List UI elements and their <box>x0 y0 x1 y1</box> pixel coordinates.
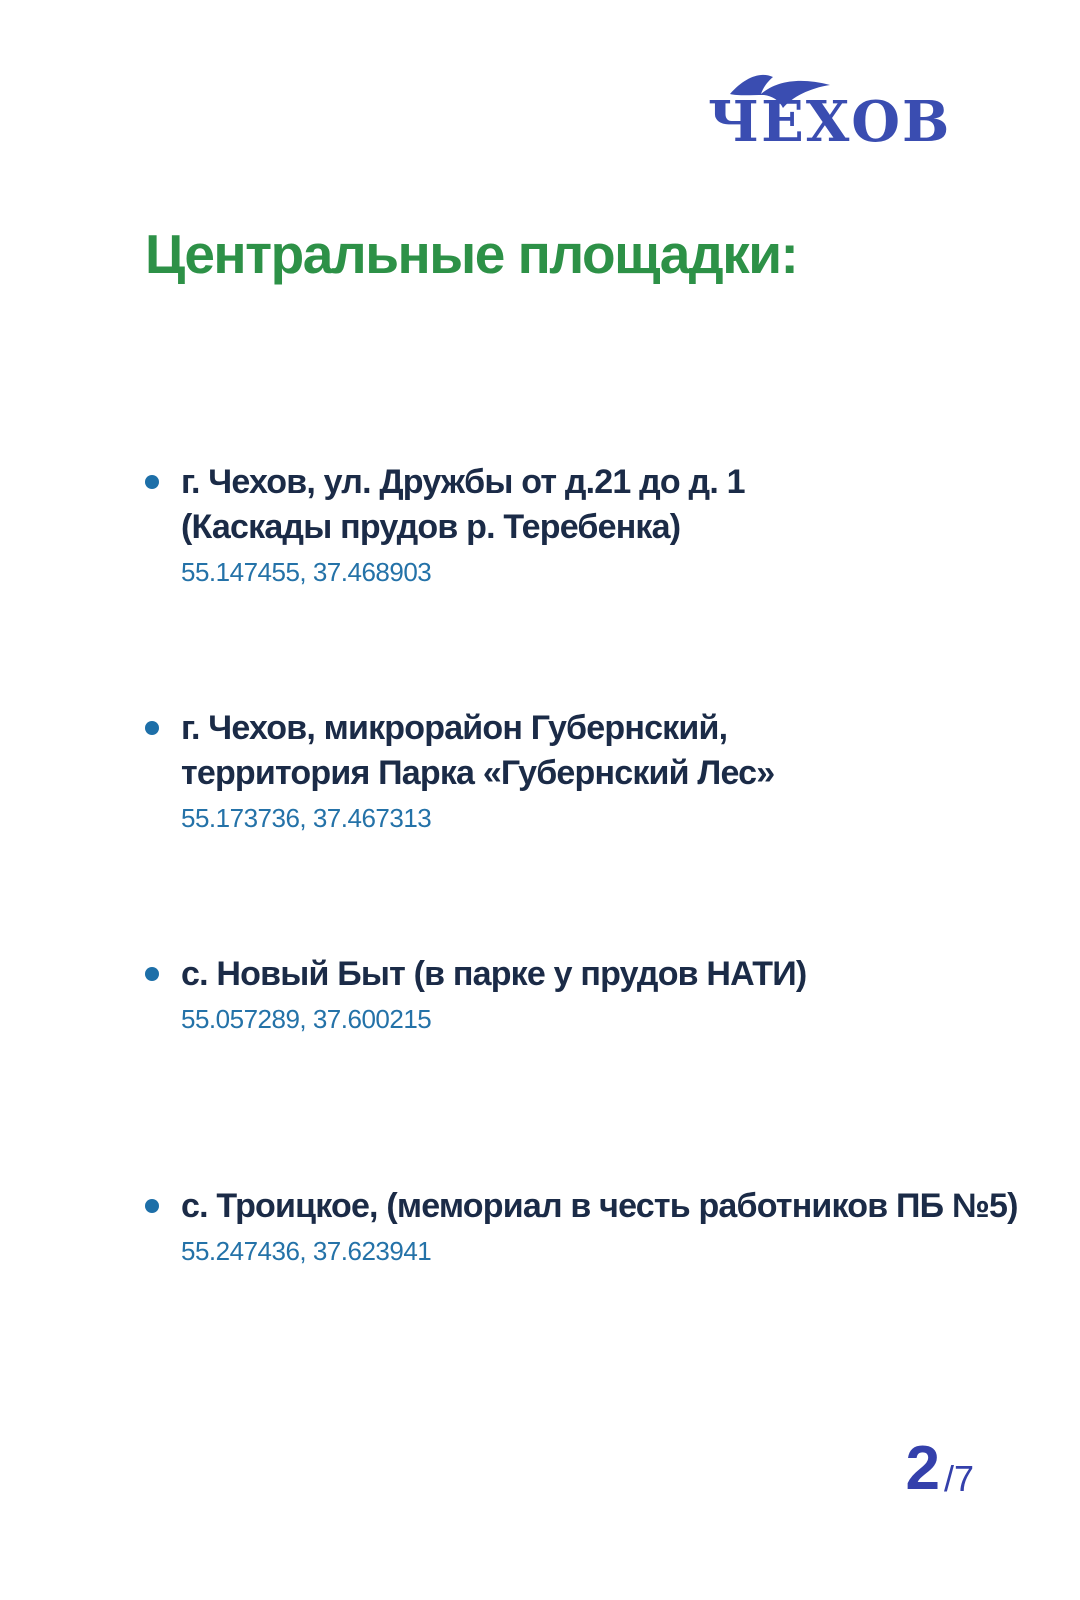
location-name-line1: с. Новый Быт (в парке у прудов НАТИ) <box>181 955 807 993</box>
bullet-icon <box>145 721 159 735</box>
chekhov-logo <box>708 68 968 164</box>
page-number-current: 2 <box>905 1434 940 1503</box>
bullet-icon <box>145 475 159 489</box>
list-item-text <box>181 952 806 1035</box>
list-item-text <box>181 1184 1018 1267</box>
bullet-icon <box>145 1199 159 1213</box>
location-name-line1: г. Чехов, ул. Дружбы от д.21 до д. 1 <box>181 463 745 501</box>
location-name-line2: территория Парка «Губернский Лес» <box>181 753 775 792</box>
list-item-text <box>181 460 745 588</box>
location-name-line2: (Каскады прудов р. Теребенка) <box>181 507 681 546</box>
location-coordinates: 55.247436, 37.623941 <box>181 1235 432 1266</box>
logo-wordmark: ЧЕХОВ <box>708 89 952 155</box>
location-coordinates: 55.147455, 37.468903 <box>181 556 432 587</box>
location-name-line1: г. Чехов, микрорайон Губернский, <box>181 709 728 747</box>
list-item <box>145 1184 1018 1267</box>
page-number-total: 7 <box>953 1458 974 1499</box>
bullet-icon <box>145 967 159 981</box>
location-coordinates: 55.057289, 37.600215 <box>181 1003 432 1034</box>
list-item-text <box>181 706 774 834</box>
list-item <box>145 460 975 588</box>
location-name-line1: с. Троицкое, (мемориал в честь работников ПБ №5) <box>181 1187 1018 1225</box>
list-item <box>145 706 975 834</box>
page-number <box>905 1434 974 1503</box>
page-number-separator: / <box>943 1458 954 1499</box>
location-coordinates: 55.173736, 37.467313 <box>181 802 432 833</box>
page-title: Центральные площадки: <box>145 223 798 285</box>
list-item <box>145 952 975 1035</box>
